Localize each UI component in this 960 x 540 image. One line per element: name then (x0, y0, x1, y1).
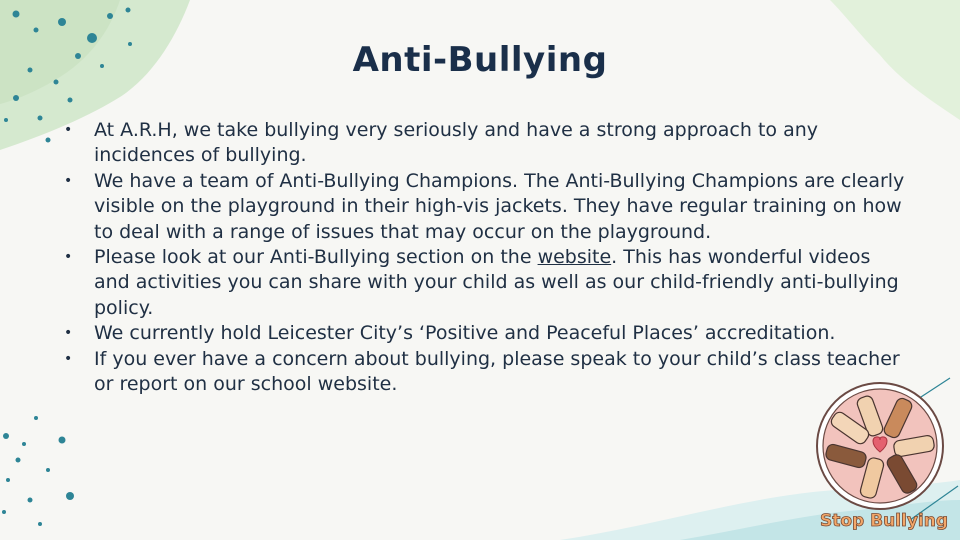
bullet-item (60, 347, 910, 398)
website-link[interactable]: website (537, 246, 612, 269)
bullet-item (60, 321, 910, 346)
bullet-list (60, 118, 910, 397)
bullet-text: If you ever have a concern about bullying, please speak to your child’s class teacher or report on our school website. (94, 347, 900, 396)
bullet-text: We have a team of Anti-Bullying Champions. The Anti-Bullying Champions are clearly visible on the playground in their high-vis jackets. They have regular training on how to deal with a range of issues that may occur on the playground. (94, 169, 905, 243)
bullet-item (60, 245, 910, 321)
bullet-item (60, 169, 910, 245)
bullet-text: Please look at our Anti-Bullying section on the (94, 246, 538, 269)
bullet-item (60, 118, 910, 169)
bullet-text: We currently hold Leicester City’s ‘Positive and Peaceful Places’ accreditation. (94, 322, 836, 345)
stop-bullying-badge (812, 380, 958, 540)
bullet-text: . This has wonderful videos and activities you can share with your child as well as our child-friendly anti-bullying policy. (94, 246, 899, 319)
badge-label: Stop Bullying (819, 511, 949, 531)
bullet-text: At A.R.H, we take bullying very seriously and have a strong approach to any incidences of bullying. (94, 119, 818, 167)
slide-title: Anti-Bullying (352, 40, 608, 80)
